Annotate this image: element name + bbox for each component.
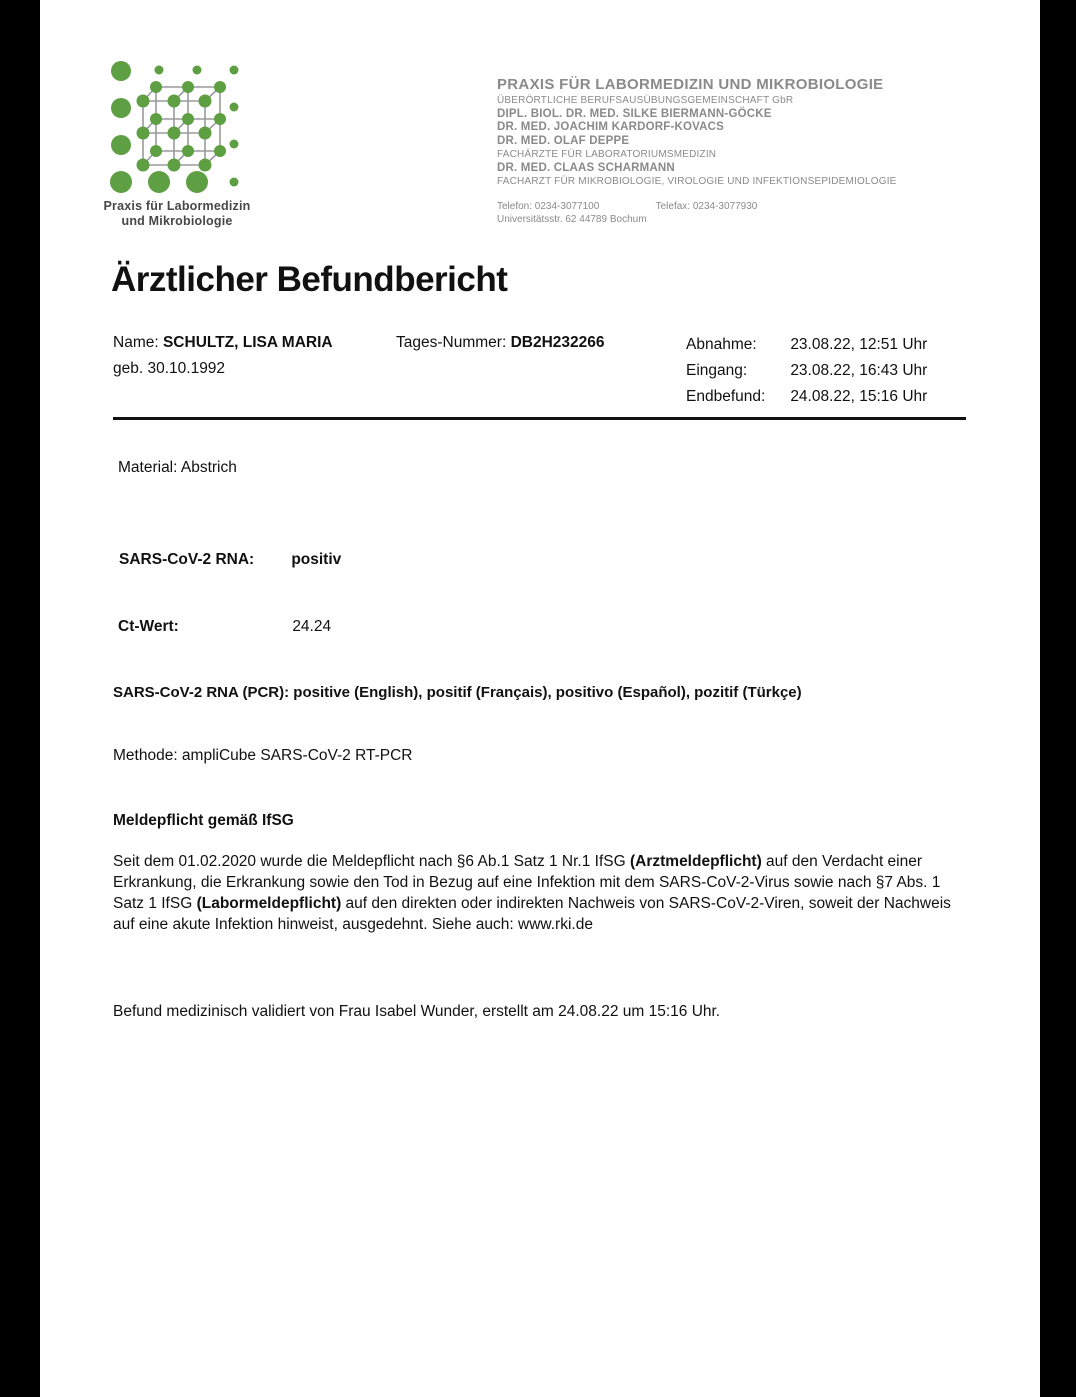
letterhead bbox=[497, 76, 967, 189]
notice-segment-1: Seit dem 01.02.2020 wurde die Meldepflicht nach §6 Ab.1 Satz 1 Nr.1 IfSG bbox=[113, 853, 630, 870]
sars-cov2-result-row bbox=[119, 549, 341, 570]
patient-block bbox=[113, 330, 393, 382]
telefax: Telefax: 0234-3077930 bbox=[655, 201, 758, 212]
date-row-abnahme bbox=[686, 332, 986, 358]
result-value: positiv bbox=[291, 551, 342, 568]
tages-nummer-block bbox=[396, 330, 605, 356]
patient-name-row bbox=[113, 330, 393, 356]
multilingual-result-line: SARS-CoV-2 RNA (PCR): positive (English), positif (Français), positivo (Español), pozitif (Türkçe) bbox=[113, 684, 802, 701]
eingang-value: 23.08.22, 16:43 Uhr bbox=[790, 362, 928, 379]
endbefund-label: Endbefund: bbox=[686, 388, 766, 405]
doctor-specialty-2: FACHARZT FÜR MIKROBIOLOGIE, VIROLOGIE UND INFEKTIONSEPIDEMIOLOGIE bbox=[497, 176, 897, 187]
notice-segment-3: auf den direkten oder indirekten Nachweis von SARS-CoV-2-Viren, soweit der Nachweis auf eine akute Infektion hinweist, ausgedehnt. Siehe auch: www.rki.de bbox=[113, 895, 951, 933]
telefon: Telefon: 0234-3077100 bbox=[497, 201, 600, 212]
page-title: Ärztlicher Befundbericht bbox=[111, 260, 508, 299]
meldepflicht-heading: Meldepflicht gemäß IfSG bbox=[113, 812, 294, 829]
patient-name: SCHULTZ, LISA MARIA bbox=[162, 334, 333, 351]
patient-birthdate: geb. 30.10.1992 bbox=[113, 360, 226, 377]
tages-nummer-label: Tages-Nummer: bbox=[396, 334, 507, 351]
logo-caption-line1: Praxis für Labormedizin bbox=[103, 199, 251, 213]
date-row-eingang bbox=[686, 358, 986, 384]
doctor-name-3: DR. MED. OLAF DEPPE bbox=[497, 134, 630, 147]
material-line: Material: Abstrich bbox=[118, 459, 237, 476]
practice-name: PRAXIS FÜR LABORMEDIZIN UND MIKROBIOLOGIE bbox=[497, 76, 884, 93]
ct-wert-row bbox=[118, 616, 331, 637]
endbefund-value: 24.08.22, 15:16 Uhr bbox=[790, 388, 928, 405]
logo-caption bbox=[102, 199, 252, 229]
abnahme-label: Abnahme: bbox=[686, 336, 757, 353]
lattice-logo-icon bbox=[110, 60, 244, 196]
meldepflicht-paragraph bbox=[113, 851, 968, 935]
horizontal-divider bbox=[113, 417, 966, 420]
notice-segment-2: auf den Verdacht einer Erkrankung, die Erkrankung sowie den Tod in Bezug auf eine Infektion mit dem SARS-CoV-2-Virus sowie nach §7 Abs. 1 Satz 1 IfSG bbox=[113, 853, 941, 912]
abnahme-value: 23.08.22, 12:51 Uhr bbox=[790, 336, 928, 353]
address: Universitätsstr. 62 44789 Bochum bbox=[497, 213, 647, 225]
doctor-name-2: DR. MED. JOACHIM KARDORF-KOVACS bbox=[497, 121, 725, 133]
doctor-specialty-1: FACHÄRZTE FÜR LABORATORIUMSMEDIZIN bbox=[497, 149, 717, 160]
validation-line: Befund medizinisch validiert von Frau Isabel Wunder, erstellt am 24.08.22 um 15:16 Uhr. bbox=[113, 1003, 721, 1020]
date-row-endbefund bbox=[686, 384, 986, 410]
ct-value: 24.24 bbox=[292, 618, 332, 635]
report-page bbox=[40, 0, 1040, 1397]
doctor-name-1: DIPL. BIOL. DR. MED. SILKE BIERMANN-GÖCKE bbox=[497, 107, 772, 120]
practice-logo bbox=[102, 60, 252, 229]
eingang-label: Eingang: bbox=[686, 362, 748, 379]
notice-segment-arztmeldepflicht: (Arztmeldepflicht) bbox=[629, 853, 762, 870]
doctor-name-4: DR. MED. CLAAS SCHARMANN bbox=[497, 161, 675, 174]
phone-fax-row bbox=[497, 201, 967, 214]
notice-segment-labormeldepflicht: (Labormeldepflicht) bbox=[196, 895, 342, 912]
tages-nummer-value: DB2H232266 bbox=[510, 334, 605, 351]
result-label: SARS-CoV-2 RNA: bbox=[119, 551, 255, 568]
methode-line: Methode: ampliCube SARS-CoV-2 RT-PCR bbox=[113, 747, 413, 764]
ct-label: Ct-Wert: bbox=[118, 618, 179, 635]
name-label: Name: bbox=[113, 334, 159, 351]
contact-block bbox=[497, 201, 967, 226]
dates-block bbox=[686, 332, 986, 410]
logo-caption-line2: und Mikrobiologie bbox=[121, 214, 233, 228]
practice-type: ÜBERÖRTLICHE BERUFSAUSÜBUNGSGEMEINSCHAFT GbR bbox=[497, 95, 794, 106]
